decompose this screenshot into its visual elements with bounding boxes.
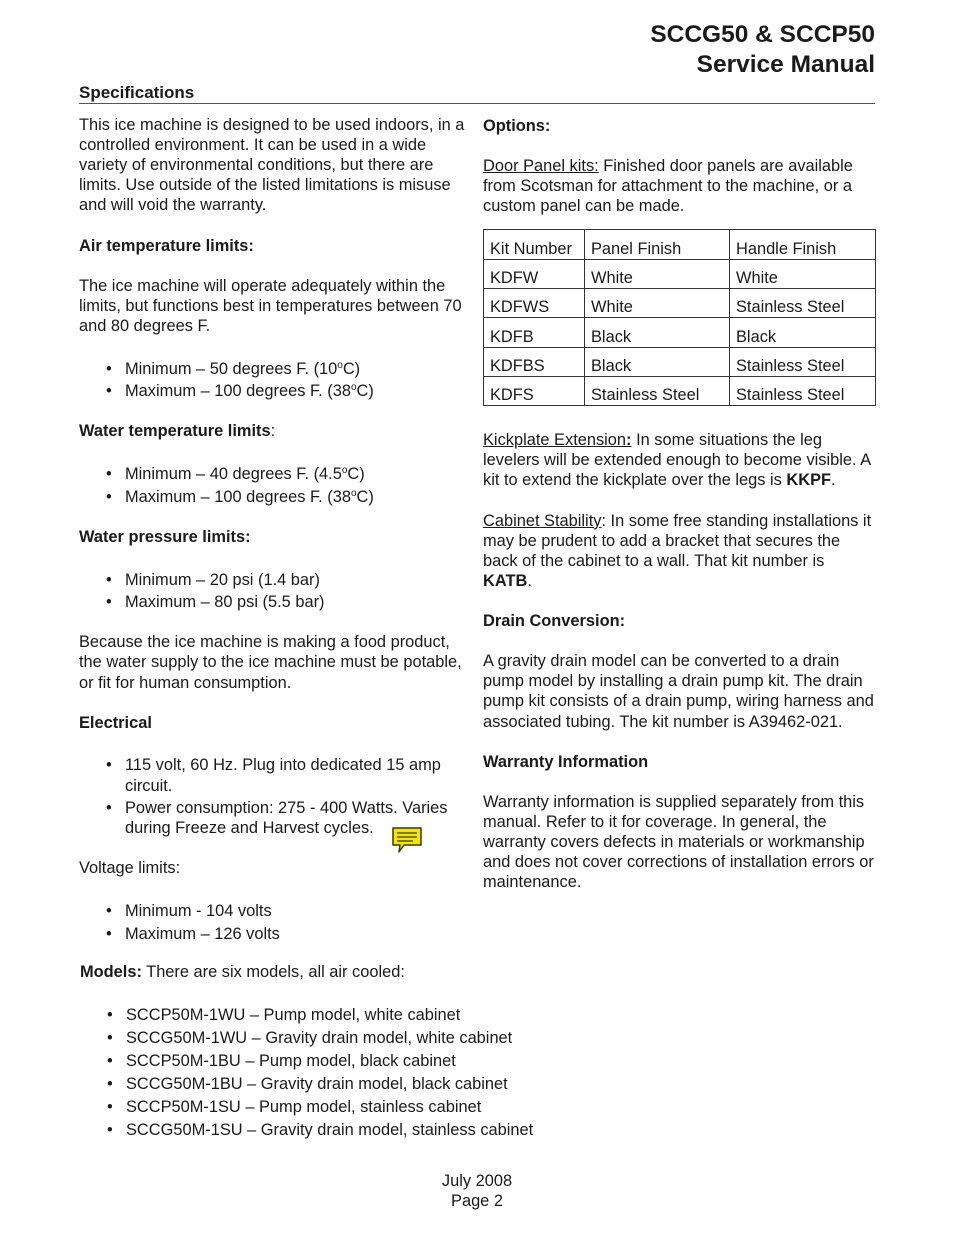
water-temp-heading: Water temperature limits: (79, 422, 276, 441)
list-item: • Minimum – 20 psi (1.4 bar) (106, 570, 320, 589)
kit-table (483, 229, 876, 406)
models-section (80, 962, 780, 1140)
water-pressure-heading: Water pressure limits: (79, 527, 251, 546)
list-item: • Maximum – 100 degrees F. (38$^o$C) (106, 382, 374, 401)
air-temp-heading: Air temperature limits: (79, 236, 254, 255)
comment-note-icon[interactable] (391, 826, 423, 854)
potable-paragraph: Because the ice machine is making a food product, the water supply to the ice machine must be potable, or fit for human consumption. (79, 633, 462, 692)
water-pressure-list (79, 570, 471, 613)
table-header-cell: Panel Finish (585, 230, 730, 259)
list-item: • SCCP50M-1BU – Pump model, black cabinet (107, 1052, 456, 1071)
table-cell: Stainless Steel (730, 376, 876, 405)
footer-page-number: Page 2 (451, 1192, 503, 1211)
list-item: • SCCP50M-1SU – Pump model, stainless cabinet (107, 1098, 482, 1117)
table-row (484, 318, 876, 347)
table-row (484, 289, 876, 318)
list-item: • SCCG50M-1BU – Gravity drain model, black cabinet (107, 1075, 508, 1094)
warranty-heading: Warranty Information (483, 752, 649, 771)
list-item: • 115 volt, 60 Hz. Plug into dedicated 15 amp circuit. (106, 756, 441, 795)
list-item: • Maximum – 100 degrees F. (38$^o$C) (106, 487, 374, 506)
table-row (484, 347, 876, 376)
door-panel-paragraph: Door Panel kits: Finished door panels are available from Scotsman for attachment to the machine, or a custom panel can be made. (483, 157, 853, 216)
section-title: Specifications (79, 83, 195, 102)
voltage-heading: Voltage limits: (79, 859, 181, 878)
table-header-cell: Handle Finish (730, 230, 876, 259)
table-header-row (484, 230, 876, 259)
options-heading: Options: (483, 117, 551, 135)
footer-date: July 2008 (441, 1172, 513, 1190)
list-item: • Minimum - 104 volts (106, 902, 272, 921)
table-cell: KDFB (484, 318, 585, 347)
water-temp-list (79, 464, 471, 507)
intro-paragraph: This ice machine is designed to be used indoors, in a controlled environment. It can be used in a wide variety of environmental conditions, but there are limits. Use outside of the listed limitations is misuse and will void the warranty. (79, 116, 465, 215)
models-list (80, 1005, 780, 1140)
list-item: • Power consumption: 275 - 400 Watts. Varies during Freeze and Harvest cycles. (106, 799, 448, 838)
page-footer (0, 1171, 954, 1211)
table-cell: Stainless Steel (730, 347, 876, 376)
document-title-line2: Service Manual (696, 51, 875, 78)
table-cell: KDFW (484, 259, 585, 288)
table-cell: White (585, 289, 730, 318)
list-item: • SCCG50M-1SU – Gravity drain model, stainless cabinet (107, 1121, 534, 1139)
table-cell: KDFBS (484, 347, 585, 376)
list-item: • SCCP50M-1WU – Pump model, white cabinet (107, 1006, 461, 1025)
electrical-heading: Electrical (79, 713, 152, 732)
table-cell: Black (585, 347, 730, 376)
table-row (484, 376, 876, 405)
table-cell: Stainless Steel (730, 289, 876, 318)
air-temp-list (79, 359, 471, 402)
left-column (79, 115, 471, 944)
table-cell: White (585, 259, 730, 288)
warranty-paragraph: Warranty information is supplied separately from this manual. Refer to it for coverage. In general, the warranty covers defects in materials or workmanship and does not cover corrections of installation errors or maintenance. (483, 792, 874, 892)
table-cell: Black (585, 318, 730, 347)
list-item: • Maximum – 80 psi (5.5 bar) (106, 593, 325, 612)
header-divider (79, 103, 875, 104)
table-row (484, 259, 876, 288)
voltage-list (79, 901, 471, 944)
table-cell: White (730, 259, 876, 288)
drain-heading: Drain Conversion: (483, 612, 626, 631)
list-item: • Minimum – 40 degrees F. (4.5$^o$C) (106, 465, 365, 484)
table-cell: KDFWS (484, 289, 585, 318)
table-cell: KDFS (484, 376, 585, 405)
models-intro: Models: There are six models, all air cooled: (80, 963, 405, 981)
right-column (483, 115, 877, 892)
table-cell: Black (730, 318, 876, 347)
list-item: • SCCG50M-1WU – Gravity drain model, white cabinet (107, 1029, 513, 1048)
document-title-line1: SCCG50 & SCCP50 (650, 21, 875, 48)
list-item: • Minimum – 50 degrees F. (10$^o$C) (106, 359, 361, 378)
table-header-cell: Kit Number (484, 230, 585, 259)
list-item: • Maximum – 126 volts (106, 924, 280, 943)
air-temp-text: The ice machine will operate adequately within the limits, but functions best in temperatures between 70 and 80 degrees F. (79, 276, 462, 335)
kickplate-paragraph: Kickplate Extension: In some situations the leg levelers will be extended enough to become visible. A kit to extend the kickplate over the legs is KKPF. (483, 431, 871, 490)
cabinet-paragraph: Cabinet Stability: In some free standing installations it may be prudent to add a bracket that secures the back of the cabinet to a wall. That kit number is KATB. (483, 511, 872, 590)
drain-paragraph: A gravity drain model can be converted to a drain pump model by installing a drain pump kit. The drain pump kit consists of a drain pump, wiring harness and associated tubing. The kit number is A39462-021. (483, 652, 874, 731)
table-cell: Stainless Steel (585, 376, 730, 405)
